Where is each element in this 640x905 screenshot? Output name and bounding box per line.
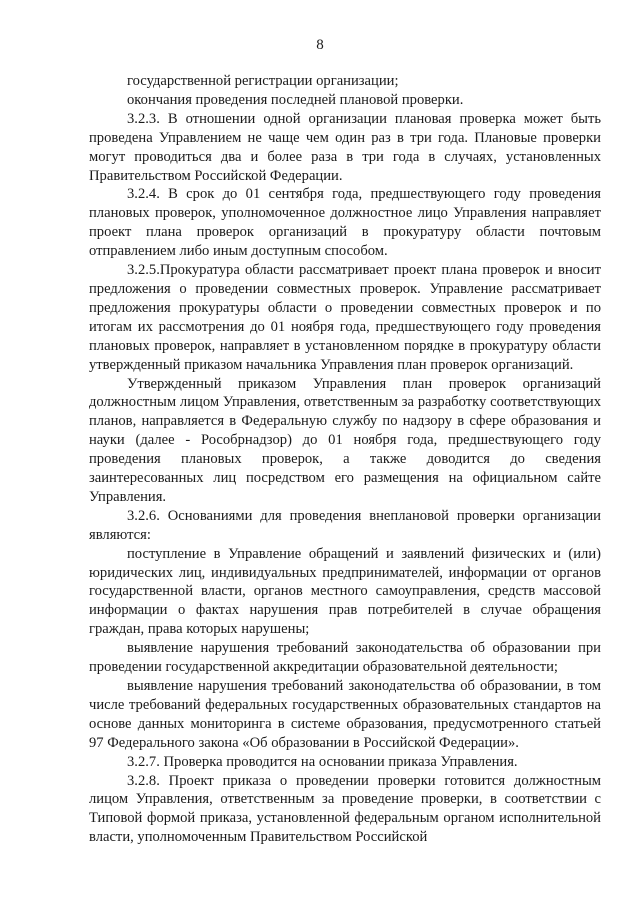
paragraph-3-2-7: 3.2.7. Проверка проводится на основании приказа Управления. xyxy=(127,753,518,770)
paragraph-3-2-4: 3.2.4. В срок до 01 сентября года, предшествующего году проведения плановых проверок, уполномоченное должностное лицо Управления направляет проект плана проверок организаций в прокуратуру области почтовым отправлением либо иным доступным способом. xyxy=(89,186,601,260)
paragraph: поступление в Управление обращений и заявлений физических и (или) юридических лиц, индивидуальных предпринимателей, информации от органов государственной власти, органов местного самоуправления, средств массовой информации о фактах нарушения прав потребителей в случае обращения граждан, права которых нарушены; xyxy=(89,545,601,638)
paragraph-3-2-6: 3.2.6. Основаниями для проведения внеплановой проверки организации являются: xyxy=(89,507,601,543)
paragraph: государственной регистрации организации; xyxy=(127,73,399,89)
paragraph-3-2-3: 3.2.3. В отношении одной организации плановая проверка может быть проведена Управлением не чаще чем один раз в три года. Плановые проверки могут проводиться два и более раза в три года в случаях, установленных Правительством Российской Федерации. xyxy=(89,110,601,184)
paragraph: окончания проведения последней плановой проверки. xyxy=(127,91,464,108)
paragraph: Утвержденный приказом Управления план проверок организаций должностным лицом Управления, ответственным за разработку соответствующих планов, направляется в Федеральную службу по надзору в сфере образования и науки (далее - Рособрнадзор) до 01 ноября года, предшествующего году проведения плановых проверок, а также доводится до сведения заинтересованных лиц посредством его размещения на официальном сайте Управления. xyxy=(89,375,601,505)
paragraph-3-2-8: 3.2.8. Проект приказа о проведении проверки готовится должностным лицом Управления, ответственным за проведение проверки, в соответствии с Типовой формой приказа, установленной федеральным органом исполнительной власти, уполномоченным Правительством Российской xyxy=(89,772,601,846)
document-body xyxy=(89,72,601,847)
paragraph: выявление нарушения требований законодательства об образовании, в том числе требований федеральных государственных образовательных стандартов на основе данных мониторинга в системе образования, предусмотренного статьей 97 Федерального закона «Об образовании в Российской Федерации». xyxy=(89,678,601,751)
page-number: 8 xyxy=(316,37,324,53)
paragraph-3-2-5: 3.2.5.Прокуратура области рассматривает проект плана проверок и вносит предложения о проведении совместных проверок. Управление рассматривает предложения прокуратуры области о проведении совместных проверок и по итогам их рассмотрения до 01 ноября года, предшествующего году проведения плановых проверок, направляет в установленном порядке в прокуратуру области утвержденный приказом начальника Управления план проверок организаций. xyxy=(89,262,601,373)
paragraph: выявление нарушения требований законодательства об образовании при проведении государственной аккредитации образовательной деятельности; xyxy=(89,640,601,676)
